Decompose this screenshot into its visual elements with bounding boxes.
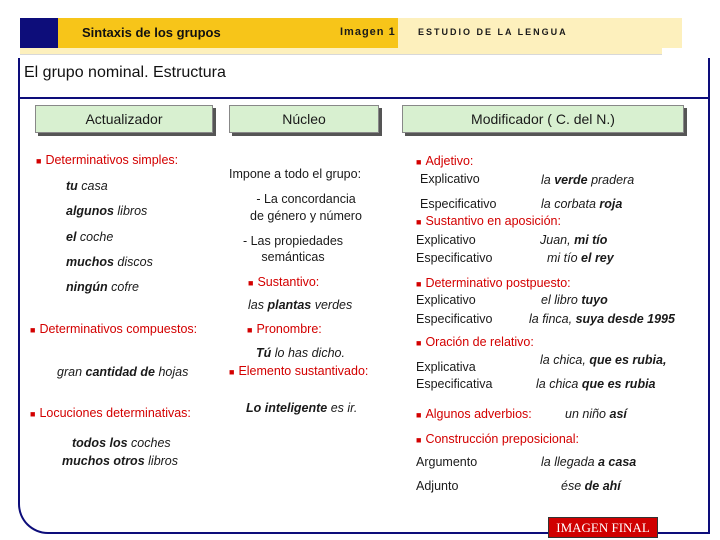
adjetivo-explicativo: Explicativo <box>420 172 480 186</box>
elemento-sustantivado-label: ■ Elemento sustantivado: <box>229 364 369 378</box>
banner-imagen: Imagen 1 <box>340 26 396 38</box>
banner-section: ESTUDIO DE LA LENGUA <box>418 27 568 37</box>
bullet-icon: ■ <box>416 279 422 289</box>
adjetivo-especificativo: Especificativo <box>420 197 497 211</box>
preposicional-adjunto: Adjunto <box>416 479 459 493</box>
example-juan-mi-tio: Juan, mi tío <box>540 233 608 247</box>
preposicional-label: ■ Construcción preposicional: <box>416 432 579 446</box>
oracion-relativo-label: ■ Oración de relativo: <box>416 335 534 349</box>
postpuesto-label: ■ Determinativo postpuesto: <box>416 276 571 290</box>
nucleo-impone: Impone a todo el grupo: <box>229 167 362 181</box>
bullet-icon: ■ <box>247 325 253 335</box>
nucleo-propiedades-2: semánticas <box>261 250 325 264</box>
example-mi-tio-el-rey: mi tío el rey <box>547 251 614 265</box>
example-un-nino-asi: un niño así <box>565 407 627 421</box>
example-ese-de-ahi: ése de ahí <box>561 479 621 493</box>
nucleo-concordancia-1: - La concordancia <box>256 192 356 206</box>
bullet-icon: ■ <box>30 409 36 419</box>
determinativos-simples-label: ■ Determinativos simples: <box>36 153 179 167</box>
example-el-libro-tuyo: el libro tuyo <box>541 293 608 307</box>
aposicion-label: ■ Sustantivo en aposición: <box>416 214 561 228</box>
postpuesto-explicativo: Explicativo <box>416 293 476 307</box>
adverbios-label: ■ Algunos adverbios: <box>416 407 532 421</box>
header-actualizador: Actualizador <box>35 105 213 133</box>
sustantivo-label: ■ Sustantivo: <box>248 275 320 289</box>
example-la-chica-que-es-rubia-1: la chica, que es rubia, <box>540 353 667 367</box>
top-banner <box>20 18 668 48</box>
example-tu-lo-has-dicho: Tú lo has dicho. <box>256 346 345 360</box>
adjetivo-label: ■ Adjetivo: <box>416 154 474 168</box>
example-la-llegada-a-casa: la llegada a casa <box>541 455 637 469</box>
title-divider <box>18 97 708 99</box>
banner-rule <box>20 48 662 55</box>
nucleo-concordancia-2: de género y número <box>250 209 362 223</box>
example-muchos-discos: muchos discos <box>66 255 153 269</box>
bullet-icon: ■ <box>416 157 422 167</box>
example-la-verde-pradera: la verde pradera <box>541 173 635 187</box>
example-tu-casa: tu casa <box>66 179 108 193</box>
example-algunos-libros: algunos libros <box>66 204 148 218</box>
example-las-plantas-verdes: las plantas verdes <box>248 298 353 312</box>
bullet-icon: ■ <box>416 435 422 445</box>
bullet-icon: ■ <box>416 217 422 227</box>
nucleo-propiedades-1: - Las propiedades <box>242 234 344 248</box>
bullet-icon: ■ <box>229 367 235 377</box>
bullet-icon: ■ <box>416 410 422 420</box>
example-la-corbata-roja: la corbata roja <box>541 197 623 211</box>
example-gran-cantidad: gran cantidad de hojas <box>57 365 189 379</box>
example-el-coche: el coche <box>66 230 114 244</box>
example-la-chica-que-es-rubia-2: la chica que es rubia <box>536 377 656 391</box>
oracion-especificativa: Especificativa <box>416 377 493 391</box>
banner-title: Sintaxis de los grupos <box>82 25 221 40</box>
locuciones-label: ■ Locuciones determinativas: <box>30 406 191 420</box>
aposicion-explicativo: Explicativo <box>416 233 476 247</box>
example-la-finca-suya: la finca, suya desde 1995 <box>529 312 675 326</box>
example-ningun-cofre: ningún cofre <box>66 280 139 294</box>
aposicion-especificativo: Especificativo <box>416 251 493 265</box>
example-todos-los-coches: todos los coches <box>72 436 171 450</box>
page-title: El grupo nominal. Estructura <box>24 64 226 81</box>
bullet-icon: ■ <box>248 278 254 288</box>
imagen-final-button[interactable]: IMAGEN FINAL <box>548 517 658 538</box>
banner-navy-block <box>20 18 58 48</box>
header-nucleo: Núcleo <box>229 105 379 133</box>
postpuesto-especificativo: Especificativo <box>416 312 493 326</box>
example-muchos-otros-libros: muchos otros libros <box>62 454 179 468</box>
pronombre-label: ■ Pronombre: <box>247 322 322 336</box>
bullet-icon: ■ <box>30 325 36 335</box>
preposicional-argumento: Argumento <box>416 455 478 469</box>
header-modificador: Modificador ( C. del N.) <box>402 105 684 133</box>
bullet-icon: ■ <box>416 338 422 348</box>
example-lo-inteligente: Lo inteligente es ir. <box>246 401 358 415</box>
oracion-explicativa: Explicativa <box>416 360 476 374</box>
determinativos-compuestos-label: ■ Determinativos compuestos: <box>30 322 198 336</box>
bullet-icon: ■ <box>36 156 42 166</box>
